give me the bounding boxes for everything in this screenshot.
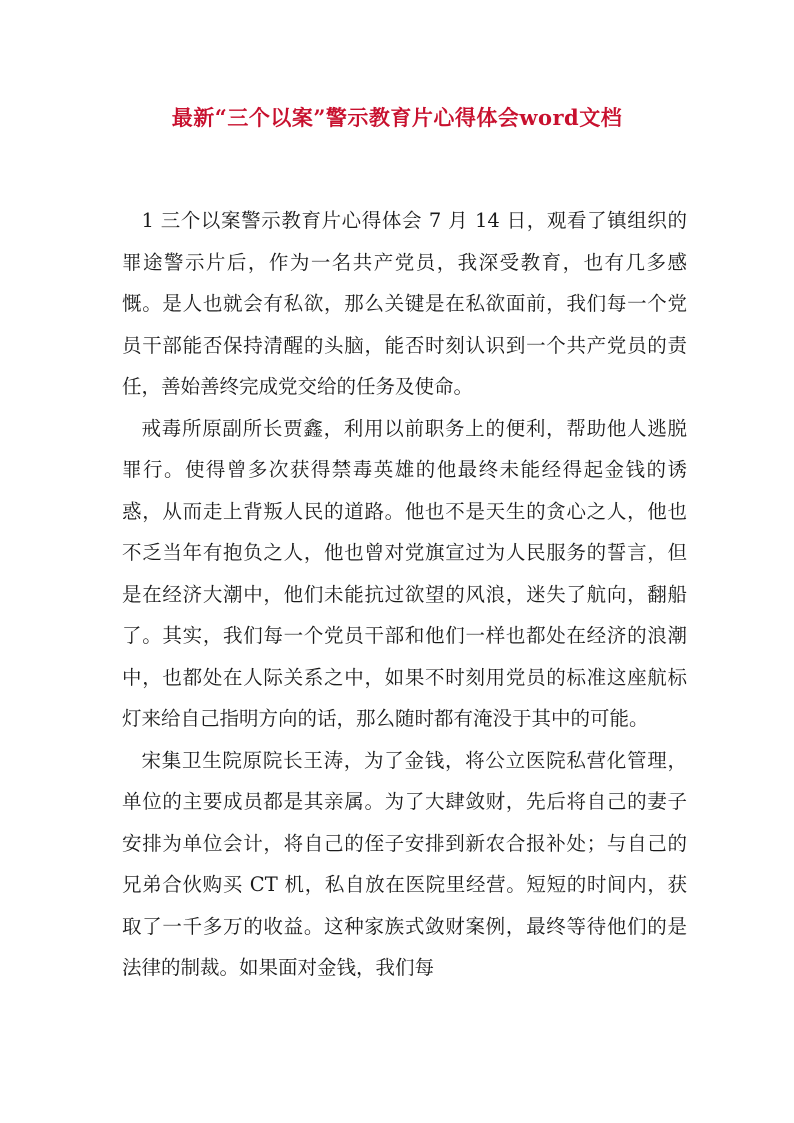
paragraph-3: 宋集卫生院原院长王涛，为了金钱，将公立医院私营化管理，单位的主要成员都是其亲属。为了大肆敛财，先后将自己的妻子安排为单位会计，将自己的侄子安排到新农合报补处；与自己的兄弟合伙购买 CT 机，私自放在医院里经营。短短的时间内，获取了一千多万的收益。这种家族式敛财案例，最终等待他们的是法律的制裁。如果面对金钱，我们每 (122, 748, 687, 979)
paragraph-2: 戒毒所原副所长贾鑫，利用以前职务上的便利，帮助他人逃脱罪行。使得曾多次获得禁毒英雄的他最终未能经得起金钱的诱惑，从而走上背叛人民的道路。他也不是天生的贪心之人，他也不乏当年有抱负之人，他也曾对党旗宣过为人民服务的誓言，但是在经济大潮中，他们未能抗过欲望的风浪，迷失了航向，翻船了。其实，我们每一个党员干部和他们一样也都处在经济的浪潮中，也都处在人际关系之中，如果不时刻用党员的标准这座航标灯来给自己指明方向的话，那么随时都有淹没于其中的可能。 (122, 416, 687, 730)
document-title: 最新“三个以案”警示教育片心得体会word文档 (171, 105, 623, 130)
paragraph-1: 1 三个以案警示教育片心得体会 7 月 14 日，观看了镇组织的罪途警示片后，作为一名共产党员，我深受教育，也有几多感慨。是人也就会有私欲，那么关键是在私欲面前，我们每一个党员干部能否保持清醒的头脑，能否时刻认识到一个共产党员的责任，善始善终完成党交给的任务及使命。 (122, 209, 687, 398)
document-body (122, 200, 687, 989)
